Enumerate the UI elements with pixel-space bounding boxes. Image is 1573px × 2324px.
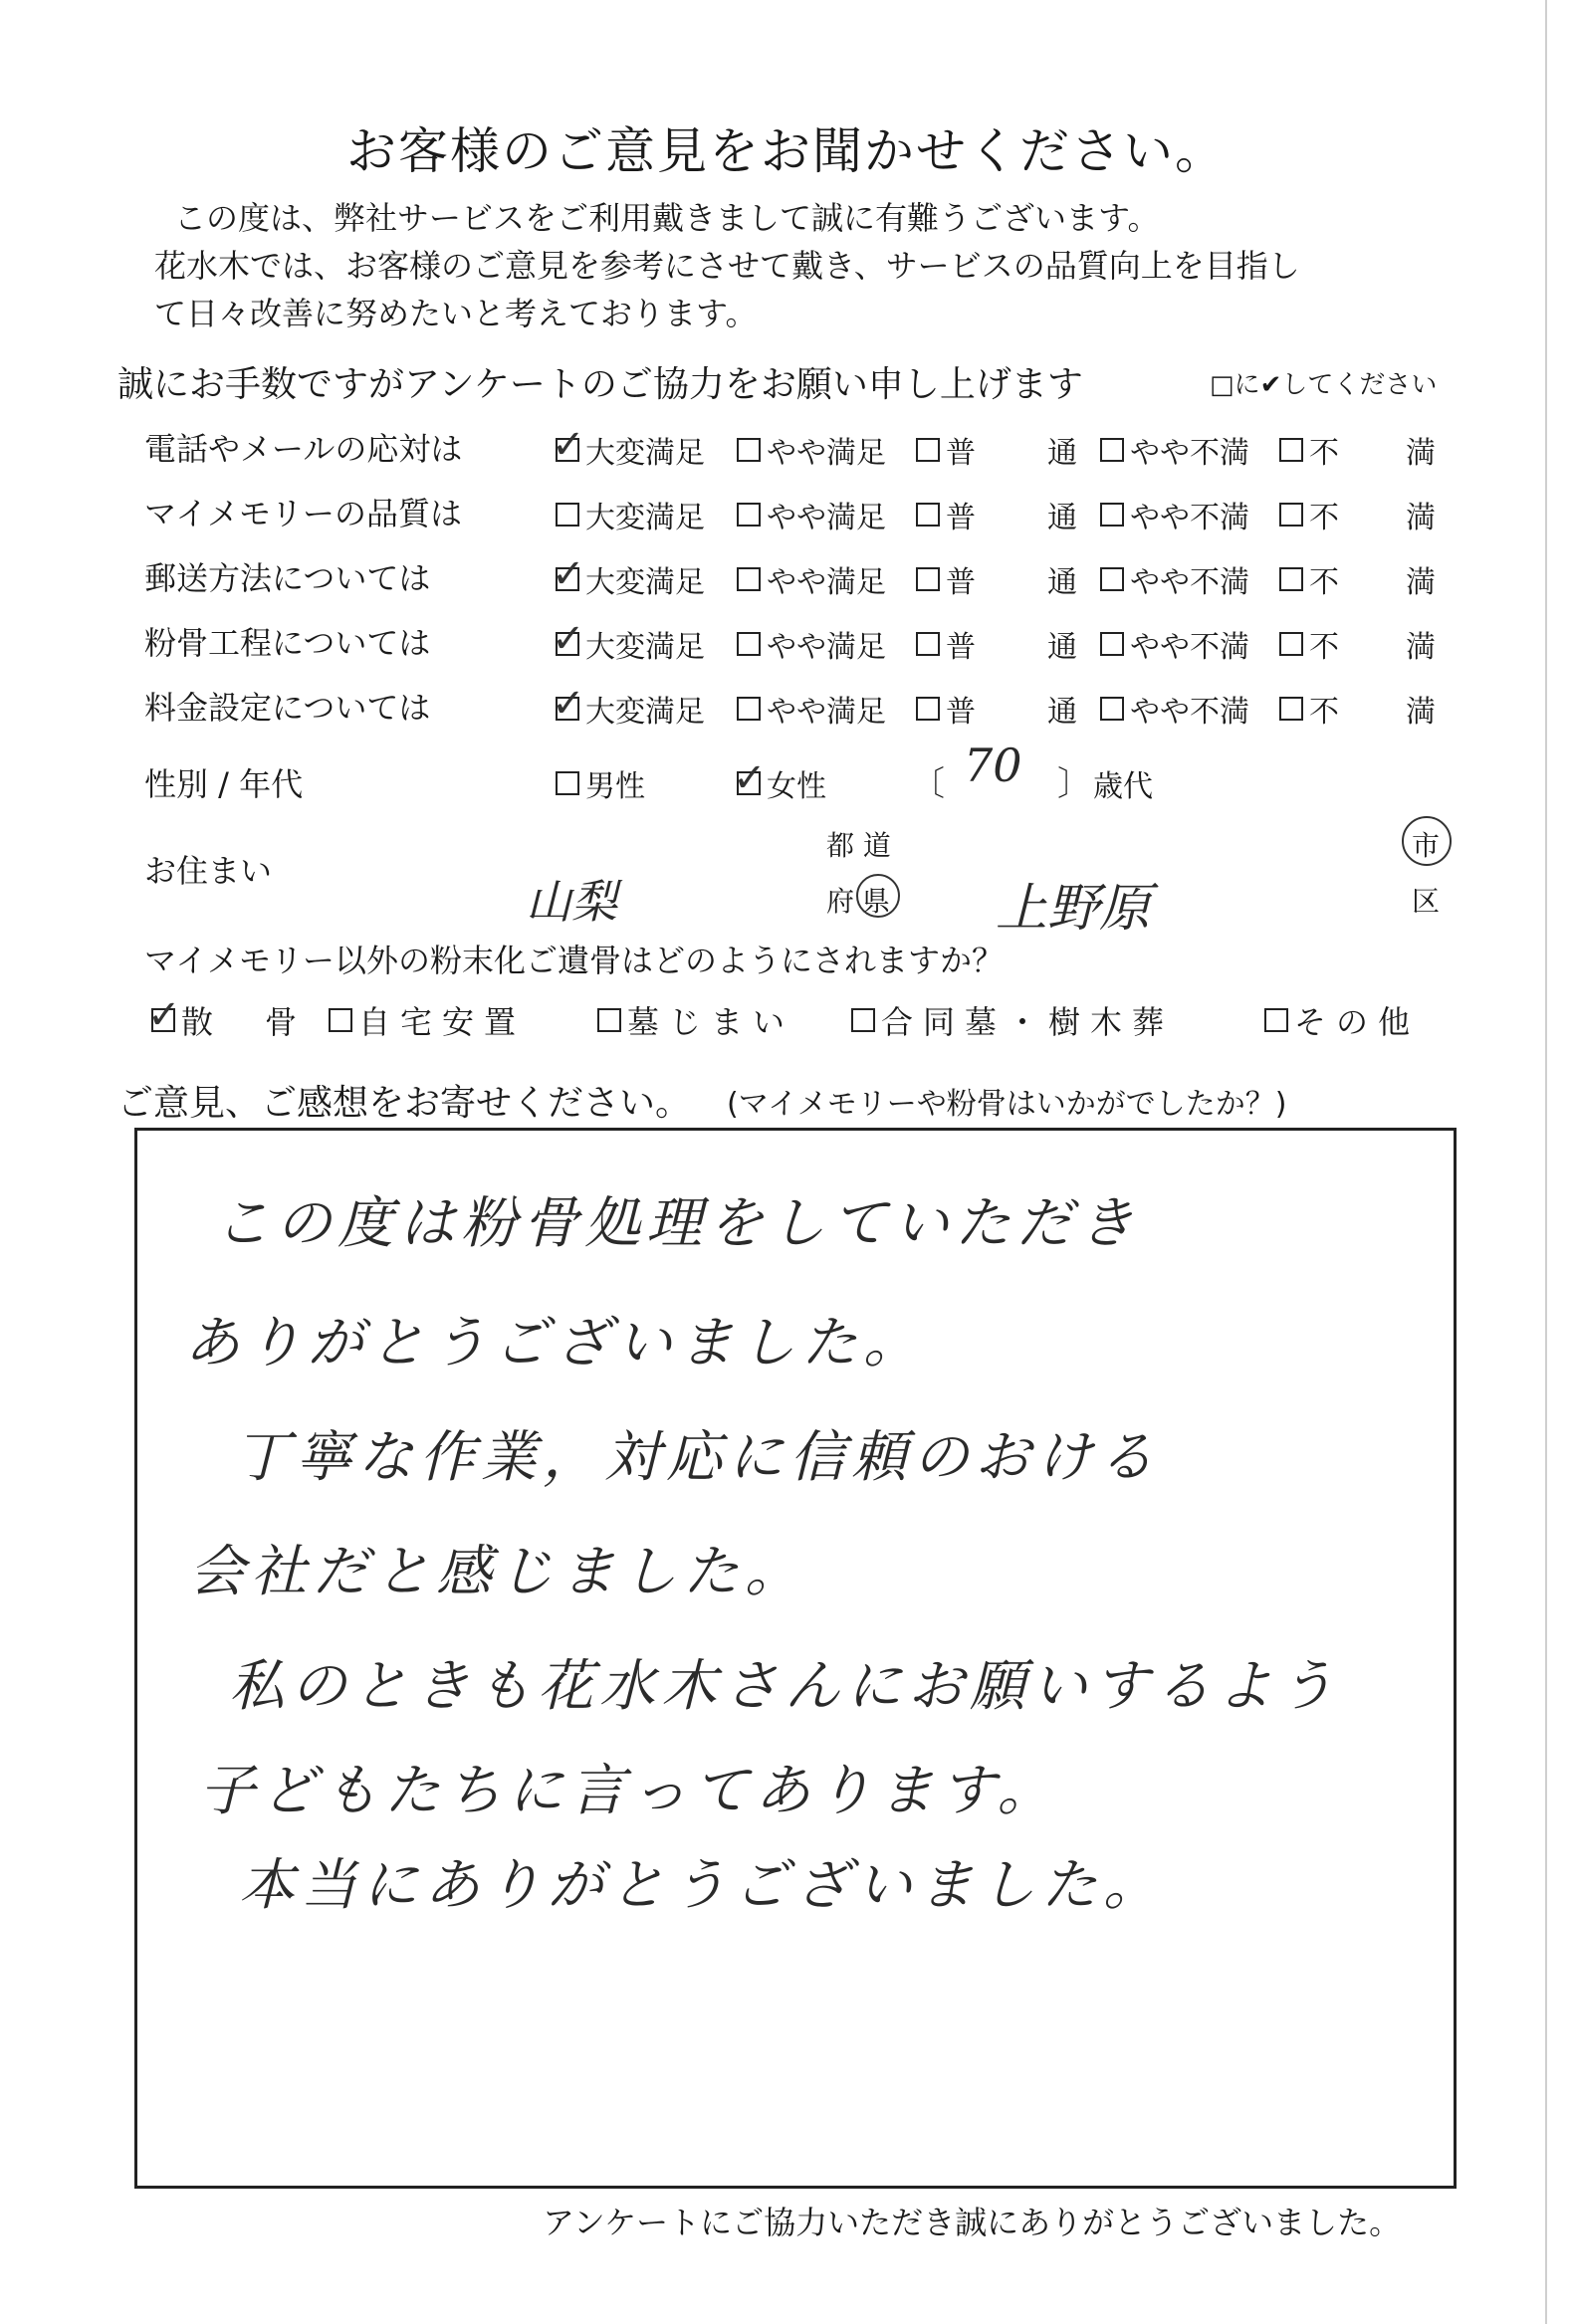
rating-checkbox[interactable] (1100, 438, 1124, 462)
rating-option[interactable] (1279, 428, 1339, 472)
rating-option[interactable] (1100, 687, 1249, 731)
rating-option-label: 普 (946, 501, 976, 535)
check-mark-icon: ✓ (552, 681, 585, 727)
rating-option-label: 大変満足 (585, 436, 705, 471)
rating-option (1406, 493, 1436, 536)
disposal-option-label: 散 骨 (181, 1003, 308, 1041)
comment-line: 本当にありがとうございました。 (239, 1853, 1165, 1918)
rating-option-label: 不 (1309, 501, 1339, 535)
rating-checkbox[interactable] (737, 632, 761, 656)
rating-option (1406, 622, 1436, 666)
disposal-option-label: 墓じまい (627, 1003, 795, 1041)
rating-option[interactable] (737, 557, 886, 601)
rating-option[interactable] (737, 687, 886, 731)
rating-checkbox[interactable] (552, 422, 585, 468)
rating-row-label: マイメモリーの品質は (144, 495, 463, 532)
age-unit: 歳代 (1093, 769, 1153, 804)
rating-checkbox[interactable] (1279, 567, 1303, 591)
rating-option-label: 普 (946, 695, 976, 730)
intro-line: て日々改善に努めたいと考えております。 (154, 295, 758, 332)
intro-line: 花水木では、お客様のご意見を参考にさせて戴き、サービスの品質向上を目指し (154, 247, 1300, 285)
female-checkbox[interactable] (733, 755, 767, 801)
rating-row-label: 料金設定については (144, 689, 431, 727)
rating-option-label: 満 (1406, 695, 1436, 730)
rating-option-label: 普 (946, 436, 976, 471)
prefecture-circle-mark (856, 874, 900, 918)
rating-option[interactable] (556, 493, 705, 536)
rating-option-label: やや不満 (1130, 436, 1249, 471)
disposal-option-label: その他 (1294, 1003, 1421, 1041)
rating-checkbox[interactable] (916, 438, 940, 462)
rating-option-label: やや不満 (1130, 695, 1249, 730)
rating-option-label: 大変満足 (585, 695, 705, 730)
disposal-checkbox[interactable] (597, 1008, 621, 1032)
rating-option (1047, 428, 1077, 472)
disposal-checkbox[interactable] (1264, 1008, 1288, 1032)
rating-option-label: やや不満 (1130, 501, 1249, 535)
check-mark-icon: ✓ (552, 616, 585, 662)
rating-checkbox[interactable] (552, 551, 585, 597)
rating-option[interactable] (916, 557, 976, 601)
rating-row-label: 粉骨工程については (144, 624, 431, 662)
rating-option[interactable] (552, 422, 705, 472)
rating-checkbox[interactable] (1279, 632, 1303, 656)
rating-option[interactable] (1100, 493, 1249, 536)
male-option[interactable]: 男性 (556, 761, 645, 805)
rating-option-label: やや不満 (1130, 565, 1249, 600)
rating-checkbox[interactable] (1100, 503, 1124, 527)
comment-line: 会社だと感じました。 (189, 1540, 806, 1604)
rating-option-label: 満 (1406, 630, 1436, 665)
disposal-option[interactable] (329, 997, 526, 1043)
disposal-checkbox[interactable] (851, 1008, 875, 1032)
city-circle-mark (1402, 816, 1452, 866)
city-value[interactable]: 上野原 (996, 879, 1152, 939)
disposal-option-label: 自宅安置 (358, 1003, 527, 1041)
rating-option (1047, 687, 1077, 731)
rating-option[interactable] (1279, 493, 1339, 536)
age-bracket-open: 〔 (911, 764, 945, 804)
rating-option[interactable] (737, 428, 886, 472)
rating-option-label: 普 (946, 565, 976, 600)
rating-checkbox[interactable] (1100, 567, 1124, 591)
rating-option-label: 満 (1406, 565, 1436, 600)
rating-option[interactable] (916, 622, 976, 666)
survey-request: 誠にお手数ですがアンケートのご協力をお願い申し上げます (117, 364, 1083, 405)
disposal-question: マイメモリー以外の粉末化ご遺骨はどのようにされますか？ (144, 942, 1005, 979)
rating-option-label: 通 (1047, 630, 1077, 665)
rating-option[interactable] (737, 493, 886, 536)
rating-checkbox[interactable] (737, 697, 761, 721)
comment-line: この度は粉骨処理をしていただき (214, 1191, 1140, 1256)
rating-option-label: やや満足 (767, 436, 886, 471)
rating-checkbox[interactable] (556, 503, 579, 527)
rating-option-label: 普 (946, 630, 976, 665)
rating-option-label: 通 (1047, 565, 1077, 600)
disposal-option-label: 合同墓・樹木葬 (881, 1003, 1175, 1041)
rating-option-label: 大変満足 (585, 501, 705, 535)
rating-option[interactable] (1279, 557, 1339, 601)
male-checkbox[interactable] (556, 771, 579, 795)
rating-checkbox[interactable] (737, 567, 761, 591)
prefecture-circled-label: 県 (862, 885, 891, 918)
rating-option-label: やや不満 (1130, 630, 1249, 665)
comment-heading-sub: (マイメモリーや粉骨はいかがでしたか？) (727, 1087, 1287, 1122)
rating-option[interactable] (916, 493, 976, 536)
rating-option-label: 大変満足 (585, 630, 705, 665)
prefecture-top-label: 都 道 (826, 829, 891, 862)
age-value[interactable]: 70 (964, 739, 1022, 792)
rating-option[interactable] (916, 687, 976, 731)
ward-label: 区 (1412, 885, 1441, 918)
prefecture-value[interactable]: 山梨 (526, 875, 617, 929)
rating-option (1406, 557, 1436, 601)
rating-option[interactable] (1279, 687, 1339, 731)
rating-option-label: 通 (1047, 436, 1077, 471)
check-mark-icon: ✓ (552, 422, 585, 468)
rating-checkbox[interactable] (916, 632, 940, 656)
rating-row-label: 電話やメールの応対は (144, 430, 463, 468)
rating-option[interactable] (552, 551, 705, 601)
disposal-option[interactable] (851, 997, 1174, 1043)
rating-option[interactable] (552, 681, 705, 731)
rating-option-label: 満 (1406, 501, 1436, 535)
rating-option (1047, 622, 1077, 666)
disposal-option[interactable] (1264, 997, 1420, 1043)
rating-option[interactable] (1100, 622, 1249, 666)
rating-checkbox[interactable] (552, 681, 585, 727)
page-edge-line (1545, 0, 1547, 2324)
rating-checkbox[interactable] (737, 503, 761, 527)
check-mark-icon: ✓ (147, 992, 191, 1038)
check-mark-icon: ✓ (552, 551, 585, 597)
comment-line: 私のときも花水木さんにお願いするよう (229, 1654, 1340, 1719)
footer-thanks: アンケートにご協力いただき誠にありがとうございました。 (543, 2204, 1402, 2241)
rating-checkbox[interactable] (1100, 697, 1124, 721)
rating-option-label: やや満足 (767, 565, 886, 600)
rating-option (1047, 557, 1077, 601)
intro-text (154, 194, 1449, 337)
rating-option[interactable] (1279, 622, 1339, 666)
residence-label: お住まい (144, 852, 273, 890)
rating-option-label: 満 (1406, 436, 1436, 471)
rating-option (1406, 428, 1436, 472)
rating-option-label: 不 (1309, 695, 1339, 730)
rating-checkbox[interactable] (916, 697, 940, 721)
rating-option[interactable] (916, 428, 976, 472)
page-title: お客様のご意見をお聞かせください。 (346, 122, 1227, 180)
rating-checkbox[interactable] (1279, 438, 1303, 462)
rating-option-label: 通 (1047, 501, 1077, 535)
prefecture-bottom-label: 府 (826, 885, 855, 918)
rating-checkbox[interactable] (1100, 632, 1124, 656)
rating-option-label: 通 (1047, 695, 1077, 730)
rating-option-label: 不 (1309, 630, 1339, 665)
comment-heading: ご意見、ご感想をお寄せください。 (117, 1083, 692, 1124)
gender-age-label: 性別 / 年代 (144, 765, 304, 803)
comment-line: 子どもたちに言ってあります。 (199, 1759, 1059, 1823)
rating-option[interactable] (737, 622, 886, 666)
city-circled-label: 市 (1412, 829, 1441, 862)
disposal-option[interactable] (147, 992, 308, 1043)
rating-checkbox[interactable] (916, 567, 940, 591)
rating-row-label: 郵送方法については (144, 559, 431, 597)
rating-option-label: 大変満足 (585, 565, 705, 600)
rating-checkbox[interactable] (1279, 697, 1303, 721)
rating-checkbox[interactable] (1279, 503, 1303, 527)
check-mark-icon: ✓ (733, 755, 767, 801)
rating-checkbox[interactable] (737, 438, 761, 462)
female-option[interactable]: ✓ 女性 (733, 755, 826, 804)
rating-option (1406, 687, 1436, 731)
comment-line: ありがとうございました。 (184, 1311, 925, 1375)
rating-option-label: やや満足 (767, 630, 886, 665)
rating-option[interactable] (552, 616, 705, 666)
intro-line: この度は、弊社サービスをご利用戴きまして誠に有難うございます。 (174, 199, 1160, 237)
rating-option-label: やや満足 (767, 501, 886, 535)
rating-option-label: やや満足 (767, 695, 886, 730)
rating-checkbox[interactable] (916, 503, 940, 527)
rating-option[interactable] (1100, 428, 1249, 472)
rating-option-label: 不 (1309, 565, 1339, 600)
check-instruction: □に✔してください (1210, 370, 1438, 400)
rating-option-label: 不 (1309, 436, 1339, 471)
disposal-option[interactable] (597, 997, 794, 1043)
comment-line: 丁寧な作業，対応に信頼のおける (234, 1425, 1160, 1490)
rating-option (1047, 493, 1077, 536)
disposal-checkbox[interactable] (147, 992, 191, 1038)
rating-option[interactable] (1100, 557, 1249, 601)
age-bracket-close: 〕 (1057, 764, 1091, 804)
rating-checkbox[interactable] (552, 616, 585, 662)
disposal-checkbox[interactable] (329, 1008, 352, 1032)
